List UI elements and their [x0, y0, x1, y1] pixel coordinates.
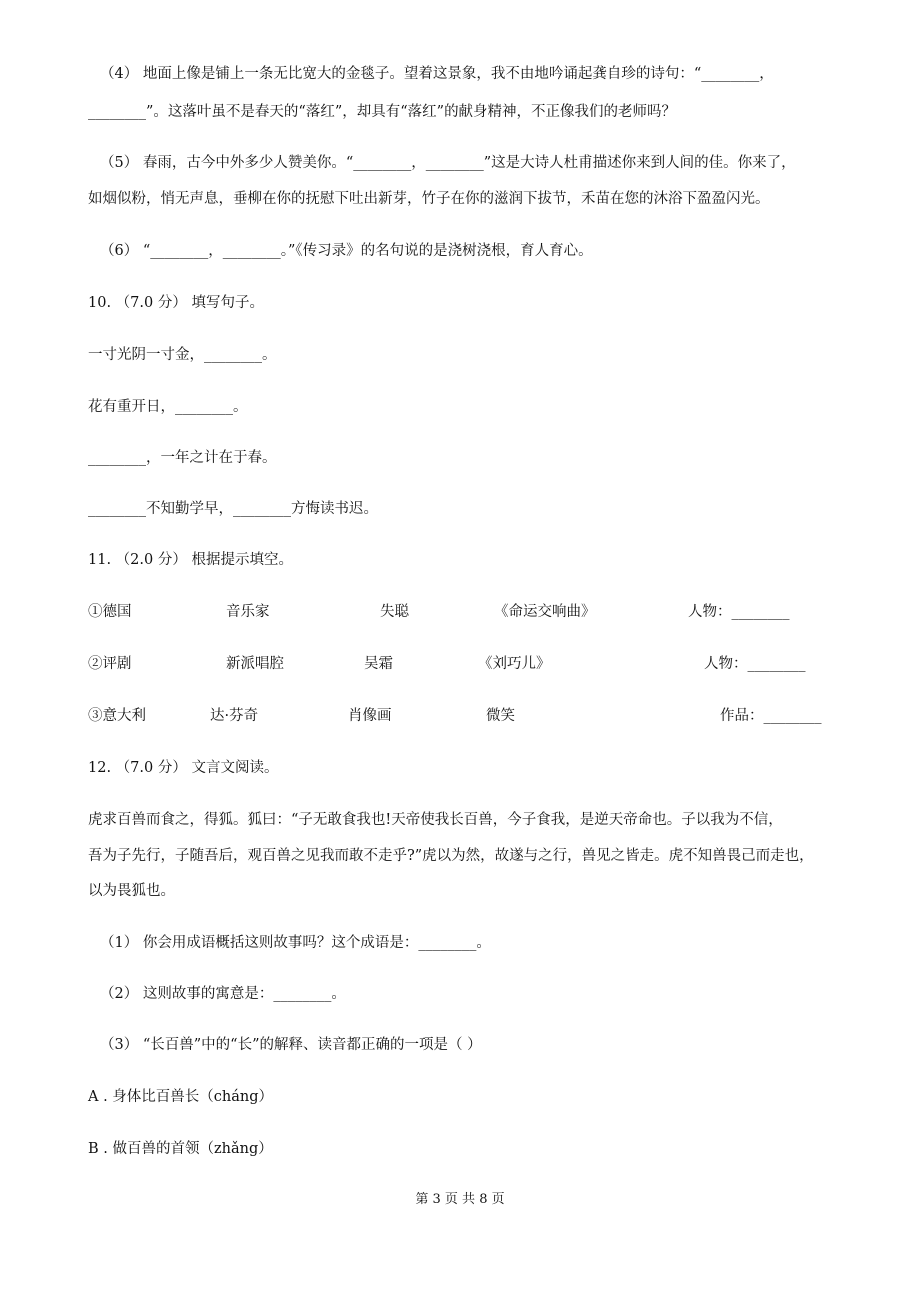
q10-title: 10. （7.0 分） 填写句子。: [88, 295, 264, 311]
q11-row3-col2: 达·芬奇: [210, 708, 259, 724]
q11-row1-col3: 失聪: [380, 604, 409, 620]
q11-row2-col1: ②评剧: [88, 656, 132, 672]
q12-passage-line-3: 以为畏狐也。: [88, 883, 175, 899]
q12-title: 12. （7.0 分） 文言文阅读。: [88, 760, 279, 776]
q12-passage-line-1: 虎求百兽而食之，得狐。狐曰：“子无敢食我也!天帝使我长百兽，今子食我，是逆天帝命也。子以我为不信，: [88, 812, 783, 828]
q11-row1-col2: 音乐家: [226, 604, 270, 620]
q12-sub3: （3） “长百兽”中的“长”的解释、读音都正确的一项是（ ）: [100, 1037, 482, 1053]
q12-sub1: （1） 你会用成语概括这则故事吗？这个成语是：________。: [100, 935, 491, 951]
page-number-footer: 第 3 页 共 8 页: [415, 1192, 505, 1207]
q11-row1-col1: ①德国: [88, 604, 132, 620]
q10-line-2: 花有重开日，________。: [88, 399, 248, 415]
q11-row2-col5: 人物：________: [704, 656, 806, 672]
q9-item4-line2: ________”。这落叶虽不是春天的“落红”，却具有“落红”的献身精神，不正像我们的老师吗？: [88, 104, 677, 120]
q9-item5-line2: 如烟似粉，悄无声息，垂柳在你的抚慰下吐出新芽，竹子在你的滋润下拔节，禾苗在您的沐浴下盈盈闪光。: [88, 191, 770, 207]
q11-row2-col2: 新派唱腔: [226, 656, 284, 672]
q11-row3-col3: 肖像画: [348, 708, 392, 724]
q9-item4-line1: （4） 地面上像是铺上一条无比宽大的金毯子。望着这景象，我不由地吟诵起龚自珍的诗句：“________，: [100, 66, 774, 82]
q10-line-3: ________，一年之计在于春。: [88, 450, 277, 466]
q11-row1-col5: 人物：________: [688, 604, 790, 620]
q11-row3-col4: 微笑: [486, 708, 515, 724]
q11-row1-col4: 《命运交响曲》: [494, 604, 596, 620]
q11-title: 11. （2.0 分） 根据提示填空。: [88, 552, 293, 568]
q12-option-a: A . 身体比百兽长（cháng）: [88, 1089, 274, 1105]
q11-row2-col4: 《刘巧儿》: [478, 656, 551, 672]
q9-item6: （6） “________，________。”《传习录》的名句说的是浇树浇根，育人育心。: [100, 243, 593, 259]
q11-row3-col1: ③意大利: [88, 708, 146, 724]
q10-line-1: 一寸光阴一寸金，________。: [88, 347, 277, 363]
q12-sub2: （2） 这则故事的寓意是：________。: [100, 986, 346, 1002]
q11-row2-col3: 吴霜: [364, 656, 393, 672]
q9-item5-line1: （5） 春雨，古今中外多少人赞美你。“________，________”这是大诗人杜甫描述你来到人间的佳。你来了，: [100, 155, 796, 171]
q10-line-4: ________不知勤学早，________方悔读书迟。: [88, 501, 378, 517]
q11-row3-col5: 作品：________: [720, 708, 822, 724]
q12-passage-line-2: 吾为子先行，子随吾后，观百兽之见我而敢不走乎?”虎以为然，故遂与之行，兽见之皆走。虎不知兽畏己而走也，: [88, 848, 814, 864]
q12-option-b: B . 做百兽的首领（zhǎng）: [88, 1141, 273, 1157]
